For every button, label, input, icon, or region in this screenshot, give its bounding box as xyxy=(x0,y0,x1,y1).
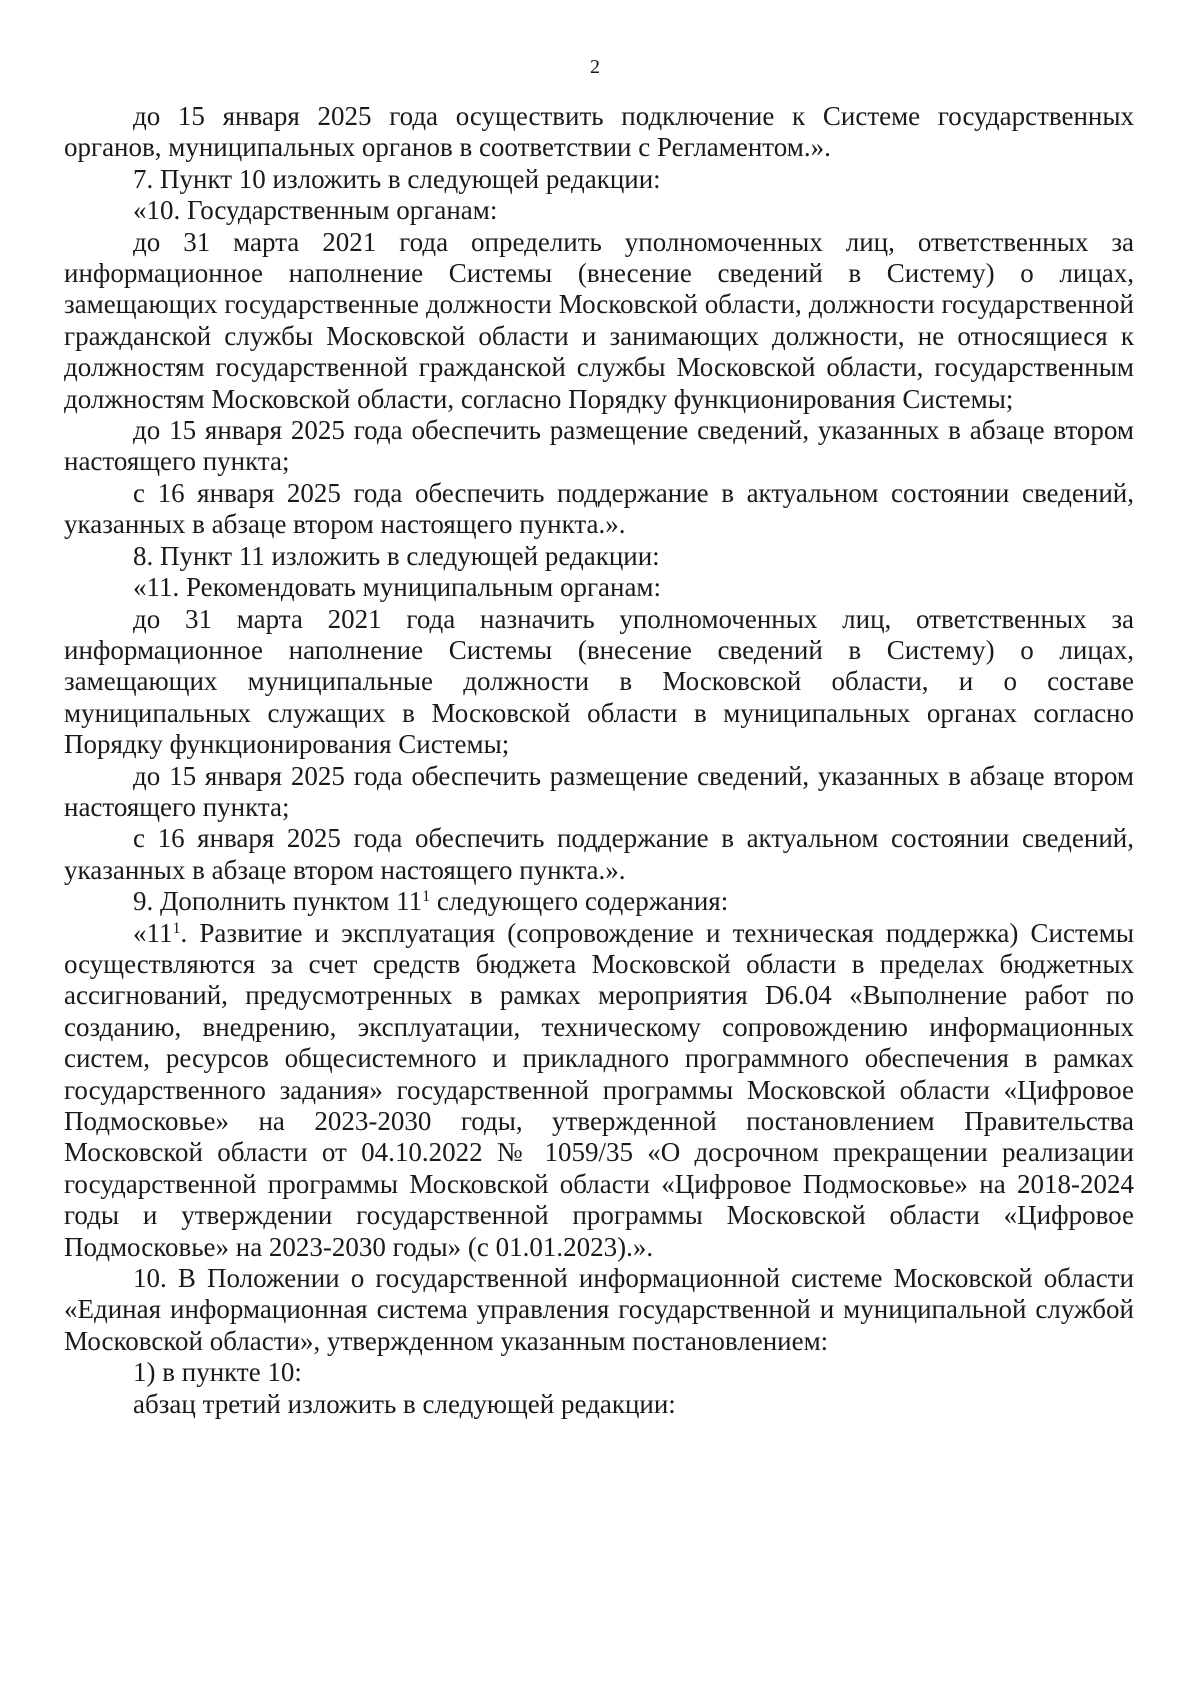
paragraph-item-11-1-funding xyxy=(64,918,1134,1263)
paragraph-item-8-heading: 8. Пункт 11 изложить в следующей редакции: xyxy=(133,540,660,571)
paragraph-abzac-third: абзац третий изложить в следующей редакции: xyxy=(133,1388,676,1419)
paragraph-item-11-quote: «11. Рекомендовать муниципальным органам: xyxy=(133,572,662,603)
superscript: 1 xyxy=(172,919,181,937)
page-number: 2 xyxy=(590,56,600,78)
paragraph-regulation-deadline: до 15 января 2025 года осуществить подключение к Системе государственных органов, муниципальных органов в соответствии с Регламентом.». xyxy=(64,101,1134,163)
paragraph-municipal-publish: до 15 января 2025 года обеспечить размещение сведений, указанных в абзаце втором настоящего пункта; xyxy=(64,760,1134,822)
paragraph-item-10-quote: «10. Государственным органам: xyxy=(133,195,498,226)
document-body xyxy=(64,101,1134,1420)
paragraph-item-9-tail: следующего содержания: xyxy=(430,886,729,917)
paragraph-item-7-heading: 7. Пункт 10 изложить в следующей редакции: xyxy=(133,163,661,194)
paragraph-item-11-1-number: «11 xyxy=(133,917,173,948)
paragraph-state-bodies-publish: до 15 января 2025 года обеспечить размещение сведений, указанных в абзаце втором настоящего пункта; xyxy=(64,415,1134,477)
paragraph-subitem-1: 1) в пункте 10: xyxy=(133,1357,302,1388)
paragraph-item-9-text: 9. Дополнить пунктом 11 xyxy=(133,886,423,917)
paragraph-municipal-appoint: до 31 марта 2021 года назначить уполномоченных лиц, ответственных за информационное наполнение Системы (внесение сведений в Систему) о лицах, замещающих муниципальные должности в Московской области, и о составе муниципальных служащих в Московской области в муниципальных органах согласно Порядку функционирования Системы; xyxy=(64,603,1134,760)
paragraph-state-bodies-maintain: с 16 января 2025 года обеспечить поддержание в актуальном состоянии сведений, указанных в абзаце втором настоящего пункта.». xyxy=(64,477,1134,540)
paragraph-item-11-1-text: . Развитие и эксплуатация (сопровождение и техническая поддержка) Системы осуществляются за счет средств бюджета Московской области в пределах бюджетных ассигнований, предусмотренных в рамках мероприятия D6.04 «Выполнение работ по созданию, внедрению, эксплуатации, техническому сопровождению информационных систем, ресурсов общесистемного и прикладного программного обеспечения в рамках государственного задания» государственной программы Московской области «Цифровое Подмосковье» на 2023-2030 годы, утвержденной постановлением Правительства Московской области от 04.10.2022 № 1059/35 «О досрочном прекращении реализации государственной программы Московской области «Цифровое Подмосковье» на 2018-2024 годы и утверждении государственной программы Московской области «Цифровое Подмосковье» на 2023-2030 годы» (с 01.01.2023).». xyxy=(64,917,1134,1262)
paragraph-state-bodies-appoint: до 31 марта 2021 года определить уполномоченных лиц, ответственных за информационное наполнение Системы (внесение сведений в Систему) о лицах, замещающих государственные должности Московской области, должности государственной гражданской службы Московской области и занимающих должности, не относящиеся к должностям государственной гражданской службы Московской области, государственным должностям Московской области, согласно Порядку функционирования Системы; xyxy=(64,226,1134,414)
paragraph-municipal-maintain: с 16 января 2025 года обеспечить поддержание в актуальном состоянии сведений, указанных в абзаце втором настоящего пункта.». xyxy=(64,823,1134,885)
paragraph-item-9-heading xyxy=(64,886,1134,917)
paragraph-item-10-regulation: 10. В Положении о государственной информационной системе Московской области «Единая информационная система управления государственной и муниципальной службой Московской области», утвержденном указанным постановлением: xyxy=(64,1263,1134,1356)
superscript: 1 xyxy=(422,888,431,906)
